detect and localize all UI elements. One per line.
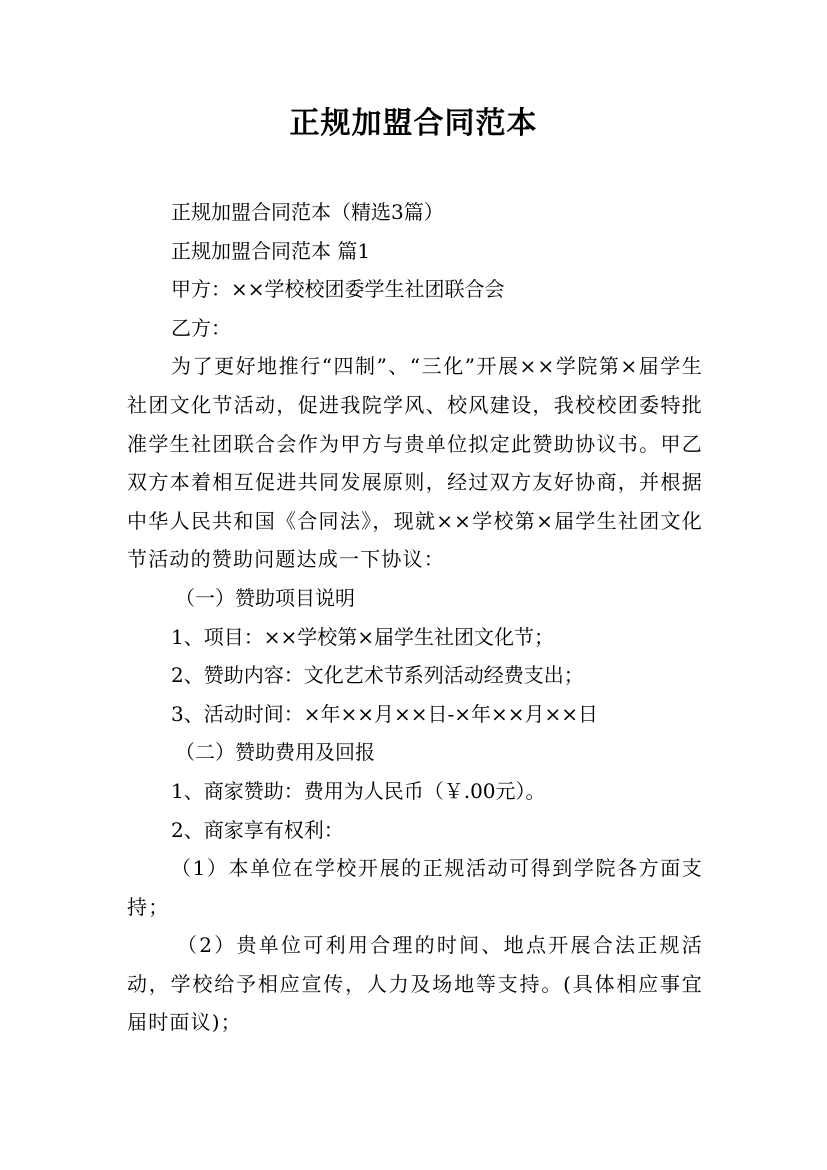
paragraph-item-2: 2、赞助内容：文化艺术节系列活动经费支出； [171,663,584,688]
paragraph-item-3: 3、活动时间：×年××月××日-×年××月××日 [171,701,599,726]
paragraph-right-2: （2）贵单位可利用合理的时间、地点开展合法正规活动，学校给予相应宣传，人力及场地等支持。(具体相应事宜届时面议)； [127,933,703,1035]
paragraph-party-b: 乙方： [171,315,231,340]
paragraph-right-1: （1）本单位在学校开展的正规活动可得到学院各方面支持； [127,856,703,919]
paragraph-item-1: 1、项目：××学校第×届学生社团文化节； [171,624,554,649]
paragraph-heading-2: （二）赞助费用及回报 [175,740,375,765]
paragraph-party-a: 甲方：××学校校团委学生社团联合会 [171,277,505,302]
paragraph-preamble: 为了更好地推行“四制”、“三化”开展××学院第×届学生社团文化节活动，促进我院学风、校风建设，我校校团委特批准学生社团联合会作为甲方与贵单位拟定此赞助协议书。甲乙双方本着相互促进共同发展原则，经过双方友好协商，并根据中华人民共和国《合同法》，现就××学校第×届学生社团文化节活动的赞助问题达成一下协议： [127,354,703,572]
paragraph-item-4: 1、商家赞助：费用为人民币（￥.00元）。 [171,778,546,803]
document-body [127,193,703,1042]
paragraph-item-5: 2、商家享有权利： [171,817,344,842]
paragraph-heading-1: （一）赞助项目说明 [175,585,355,610]
paragraph-section-heading: 正规加盟合同范本 篇1 [171,238,371,263]
document-title: 正规加盟合同范本 [289,106,538,141]
paragraph-subtitle: 正规加盟合同范本（精选3篇） [171,200,444,224]
